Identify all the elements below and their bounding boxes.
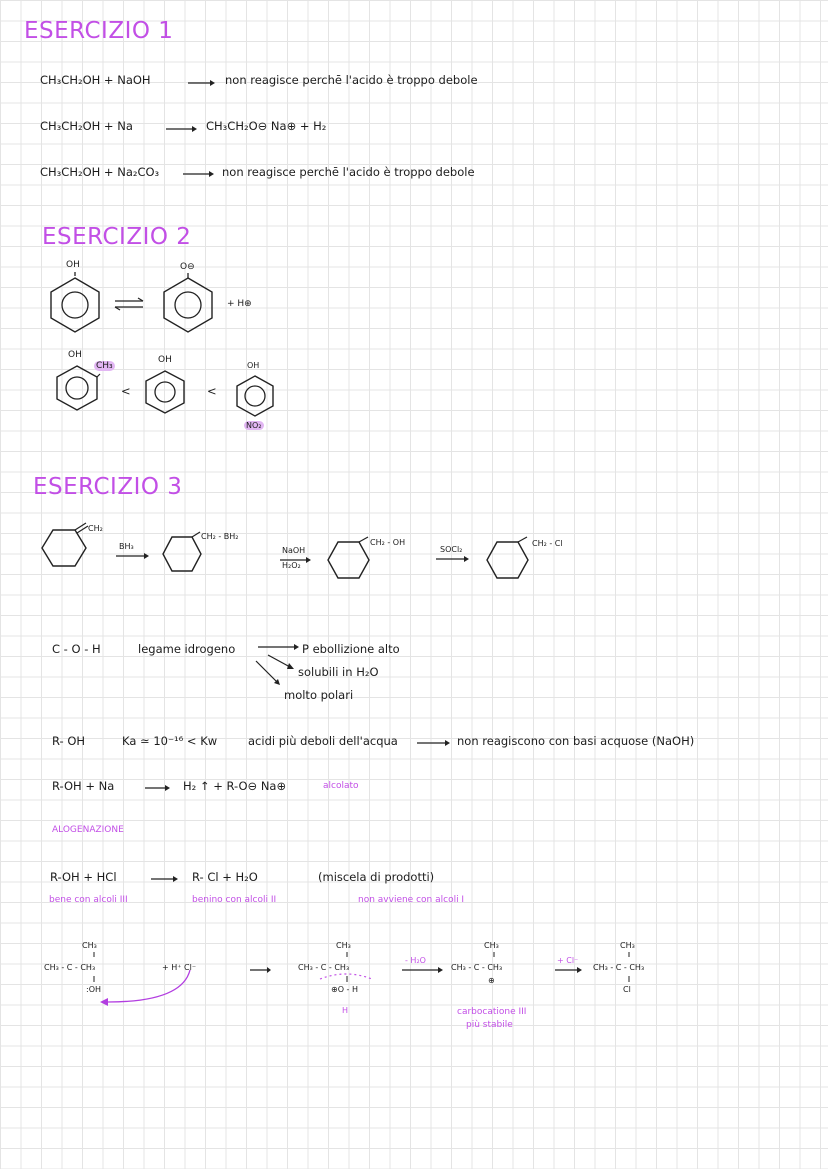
ex1-row2-products: CH₃CH₂O⊖ Na⊕ + H₂	[206, 119, 327, 133]
h-label: H	[342, 1006, 349, 1015]
benzene-ring-icon	[54, 364, 100, 412]
hcl-reactants: R-OH + HCl	[50, 870, 117, 884]
ka-expression: Ka ≃ 10⁻¹⁶ < Kw	[122, 734, 218, 748]
hcl-ion: + H⁺ Cl⁻	[162, 963, 197, 972]
proton-label: + H⊕	[227, 299, 252, 309]
arrow-icon	[280, 557, 312, 563]
tert-alcohol: CH₃ - C - CH₃	[44, 963, 96, 972]
arrow-icon	[116, 553, 148, 559]
no-reaction-note: non reagiscono con basi acquose (NaOH)	[457, 734, 695, 748]
ch2bh2-label: CH₂ - BH₂	[201, 532, 239, 541]
oh-label: OH	[68, 350, 82, 360]
benzene-ring-icon	[143, 369, 187, 415]
benzene-ring-icon	[161, 276, 215, 334]
mixture-note: (miscela di prodotti)	[318, 870, 435, 884]
dashed-arc	[318, 975, 374, 991]
ch3-label: CH₃	[484, 941, 499, 950]
ch2-label: CH₂	[88, 524, 103, 533]
o-minus-label: O⊖	[180, 262, 195, 272]
less-than: <	[207, 384, 217, 398]
roh-formula: R- OH	[52, 734, 86, 748]
cyclohexane-icon	[487, 540, 529, 580]
less-than: <	[121, 384, 131, 398]
carbocation: CH₃ - C - CH₃	[451, 963, 503, 972]
alcolato-label: alcolato	[323, 781, 359, 791]
roh-na-reactants: R-OH + Na	[52, 779, 115, 793]
bond-lines	[492, 952, 496, 962]
curved-arrow-icon	[86, 968, 196, 1008]
equilibrium-arrow-icon	[115, 298, 145, 310]
arrow-icon	[183, 171, 213, 177]
plus-cl-label: + Cl⁻	[557, 956, 579, 965]
protonated-alcohol: CH₃ - C - CH₃	[298, 963, 350, 972]
cl-label: Cl	[623, 985, 631, 994]
arrow-icon	[555, 967, 583, 973]
cyclohexane-icon	[328, 540, 370, 580]
cyclohexane-icon	[162, 535, 202, 573]
cyclohexane-icon	[42, 528, 88, 568]
positive-charge: ⊕	[488, 976, 495, 985]
bond-lines	[627, 952, 631, 986]
roh-na-products: H₂ ↑ + R-O⊖ Na⊕	[183, 779, 287, 793]
ex1-row1-products: non reagisce perchē l'acido è troppo debole	[225, 73, 478, 87]
ex1-row1-reactants: CH₃CH₂OH + NaOH	[40, 73, 151, 87]
ch2cl-label: CH₂ - Cl	[532, 539, 563, 548]
tertiary-note: bene con alcoli III	[49, 895, 128, 905]
oxonium-label: ⊕O - H	[331, 985, 358, 994]
ch2oh-label: CH₂ - OH	[370, 538, 406, 547]
coh-formula: C - O - H	[52, 642, 101, 656]
oh-label: OH	[158, 355, 172, 365]
ch3-label: CH₃	[620, 941, 635, 950]
secondary-note: benino con alcoli II	[192, 895, 277, 905]
oh-label: :OH	[86, 985, 102, 994]
primary-note: non avviene con alcoli I	[358, 895, 465, 905]
arrow-icon	[188, 80, 214, 86]
no2-highlight: NO₂	[246, 421, 262, 430]
arrow-icon	[250, 967, 272, 973]
arrow-icon	[151, 876, 179, 882]
carbocation-note-2: più stabile	[466, 1020, 513, 1030]
oh-label: OH	[247, 361, 260, 370]
arrow-icon	[145, 785, 171, 791]
hcl-products: R- Cl + H₂O	[192, 870, 258, 884]
arrow-icon	[436, 556, 470, 562]
halogenation-heading: ALOGENAZIONE	[52, 825, 124, 835]
ex1-row3-products: non reagisce perchē l'acido è troppo debole	[222, 165, 475, 179]
benzene-ring-icon	[234, 374, 276, 418]
ch3-label: CH₃	[336, 941, 351, 950]
exercise-1-title: ESERCIZIO 1	[24, 18, 174, 44]
branch-arrows-icon	[254, 647, 300, 689]
minus-h2o-label: - H₂O	[405, 956, 426, 965]
bh3-reagent: BH₃	[119, 542, 134, 551]
h2o2-reagent: H₂O₂	[282, 561, 301, 570]
exercise-2-title: ESERCIZIO 2	[42, 224, 192, 250]
tert-chloride: CH₃ - C - CH₃	[593, 963, 645, 972]
oh-label: OH	[66, 260, 80, 270]
ex1-row3-reactants: CH₃CH₂OH + Na₂CO₃	[40, 165, 160, 179]
ch3-label: CH₃	[82, 941, 97, 950]
polarity-note: molto polari	[284, 688, 354, 702]
boiling-point-note: P ebollizione alto	[302, 642, 400, 656]
ex1-row2-reactants: CH₃CH₂OH + Na	[40, 119, 133, 133]
carbocation-note-1: carbocatione III	[457, 1007, 527, 1017]
arrow-icon	[402, 967, 444, 973]
ch3-highlight: CH₃	[96, 361, 113, 371]
hydrogen-bond-label: legame idrogeno	[138, 642, 236, 656]
weak-acid-note: acidi più deboli dell'acqua	[248, 734, 398, 748]
arrow-icon	[417, 740, 451, 746]
socl2-reagent: SOCl₂	[440, 545, 463, 554]
solubility-note: solubili in H₂O	[298, 665, 379, 679]
benzene-ring-icon	[48, 276, 102, 334]
naoh-reagent: NaOH	[282, 546, 306, 555]
arrow-icon	[166, 126, 196, 132]
exercise-3-title: ESERCIZIO 3	[33, 474, 183, 500]
